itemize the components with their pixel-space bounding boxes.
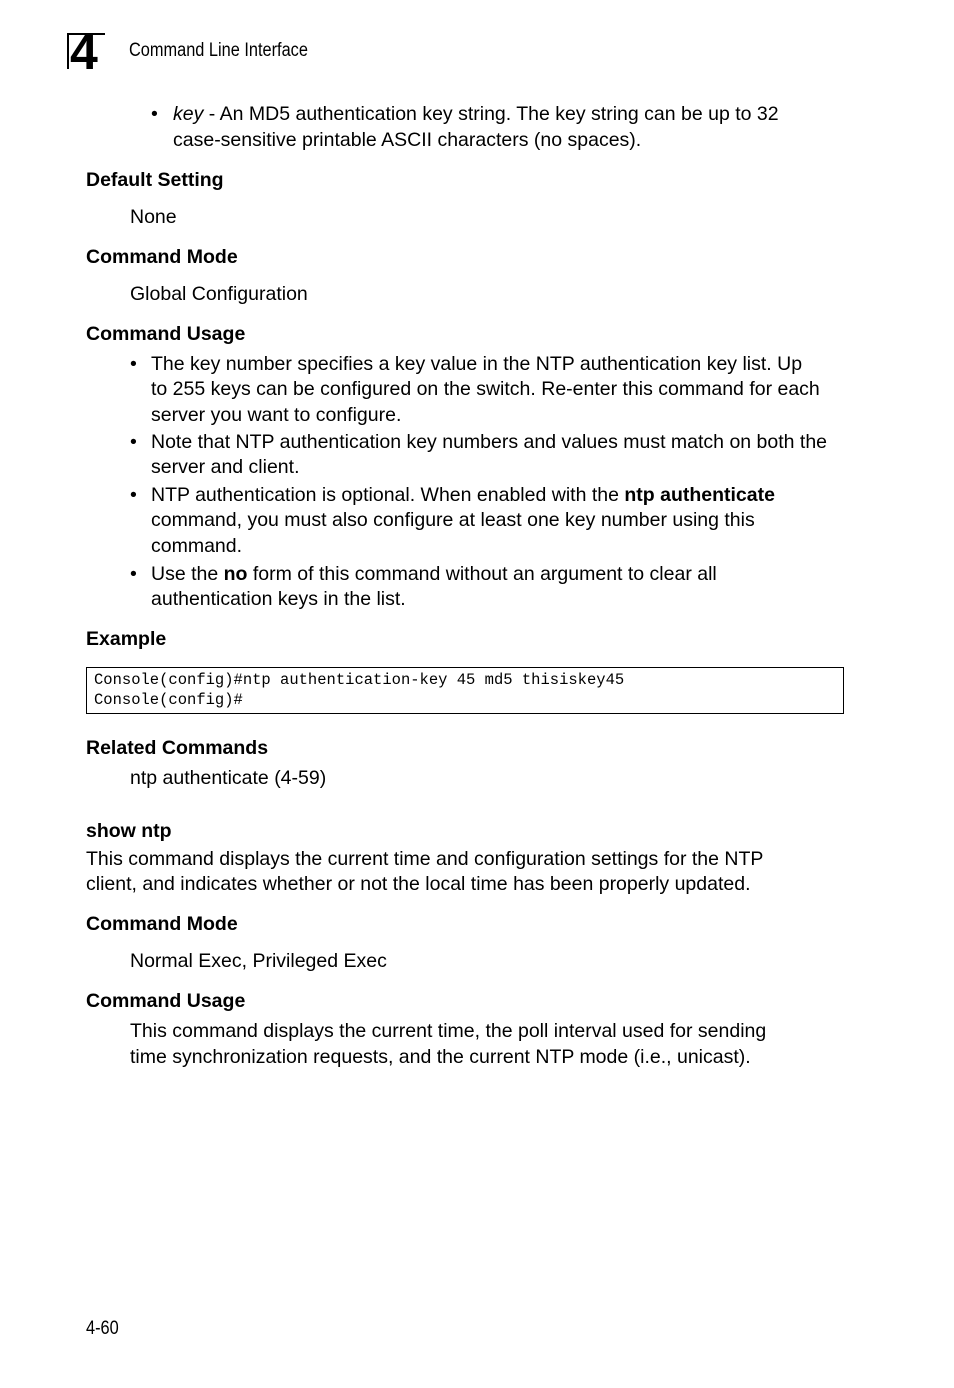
usage-bullet-3-line3: command. (151, 535, 243, 557)
key-param-desc: - An MD5 authentication key string. The key string can be up to 32 (203, 103, 779, 125)
page-number: 4-60 (86, 1318, 119, 1339)
usage-bullet-1-line1: The key number specifies a key value in the NTP authentication key list. Up (151, 353, 803, 375)
example-heading: Example (86, 628, 167, 650)
key-param-line2: case-sensitive printable ASCII characters (no spaces). (173, 129, 642, 151)
bullet-marker: • (130, 563, 137, 585)
chapter-number: 4 (70, 24, 98, 80)
default-setting-heading: Default Setting (86, 169, 224, 191)
related-commands-heading: Related Commands (86, 737, 269, 759)
command-mode-value: Global Configuration (130, 283, 308, 305)
usage-bullet-3-text: NTP authentication is optional. When enabled with the (151, 484, 625, 506)
command-mode-heading: Command Mode (86, 246, 238, 268)
show-ntp-desc-line2: client, and indicates whether or not the local time has been properly updated. (86, 873, 751, 895)
bullet-marker: • (130, 431, 137, 453)
usage-bullet-4-line1 (151, 561, 717, 587)
ntp-authenticate-command: ntp authenticate (624, 484, 775, 506)
key-param-name: key (173, 103, 204, 125)
usage-bullet-2-line2: server and client. (151, 456, 300, 478)
default-setting-value: None (130, 206, 177, 228)
key-param-line1 (173, 101, 779, 127)
show-ntp-heading: show ntp (86, 820, 172, 842)
code-line: Console(config)# (94, 691, 243, 709)
usage-bullet-3-line1 (151, 482, 775, 508)
command-mode-value: Normal Exec, Privileged Exec (130, 950, 387, 972)
command-usage-heading: Command Usage (86, 990, 246, 1012)
command-usage-line1: This command displays the current time, the poll interval used for sending (130, 1020, 767, 1042)
usage-bullet-2-line1: Note that NTP authentication key numbers and values must match on both the (151, 431, 828, 453)
usage-bullet-3-line2: command, you must also configure at least one key number using this (151, 509, 755, 531)
code-line: Console(config)#ntp authentication-key 45 md5 thisiskey45 (94, 671, 625, 689)
usage-bullet-4-line2: authentication keys in the list. (151, 588, 406, 610)
command-usage-line2: time synchronization requests, and the current NTP mode (i.e., unicast). (130, 1046, 751, 1068)
running-header-title: Command Line Interface (129, 40, 308, 61)
command-mode-heading: Command Mode (86, 913, 238, 935)
show-ntp-desc-line1: This command displays the current time and configuration settings for the NTP (86, 848, 764, 870)
bullet-marker: • (130, 353, 137, 375)
chapter-marker-bar (67, 33, 69, 69)
related-command-link: ntp authenticate (4-59) (130, 767, 327, 789)
usage-bullet-1-line3: server you want to configure. (151, 404, 402, 426)
chapter-marker (67, 24, 105, 80)
example-code-block (86, 667, 844, 714)
usage-bullet-1-line2: to 255 keys can be configured on the switch. Re-enter this command for each (151, 378, 820, 400)
bullet-marker: • (151, 103, 158, 125)
usage-bullet-4-text-b: form of this command without an argument to clear all (247, 563, 717, 585)
command-usage-heading: Command Usage (86, 323, 246, 345)
no-keyword: no (223, 563, 248, 585)
bullet-marker: • (130, 484, 137, 506)
usage-bullet-4-text-a: Use the (151, 563, 224, 585)
